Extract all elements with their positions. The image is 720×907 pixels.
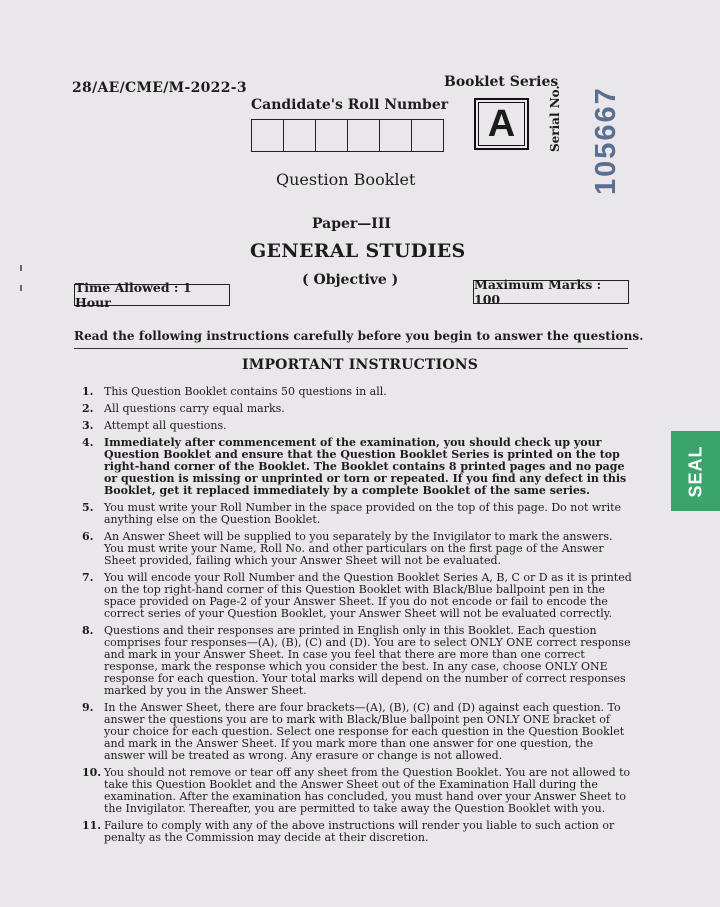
- paper-label: Paper—III: [312, 216, 391, 232]
- instruction-item: [82, 625, 634, 697]
- roll-number-label: Candidate's Roll Number: [251, 97, 449, 113]
- time-allowed-text: Time Allowed : 1 Hour: [75, 280, 192, 310]
- maximum-marks-box: [473, 277, 629, 307]
- booklet-title: Question Booklet: [276, 170, 416, 189]
- instructions-heading: IMPORTANT INSTRUCTIONS: [242, 357, 479, 373]
- instruction-item: [82, 572, 634, 620]
- instruction-text: Questions and their responses are printed in English only in this Booklet. Each question comprises four responses—(A), (B), (C) and (D). You are to select ONLY ONE correct response and mark in your Answer Sheet. In case you feel that there are more than one correct response, mark the response which you consider the best. In any case, choose ONLY ONE response for each question. Your total marks will depend on the number of correct responses marked by you in the Answer Sheet.: [104, 624, 631, 697]
- instruction-text: You should not remove or tear off any sheet from the Question Booklet. You are not allowed to take this Question Booklet and the Answer Sheet out of the Examination Hall during the examination. After the examination has concluded, you must hand over your Answer Sheet to the Invigilator. Thereafter, you are permitted to take away the Question Booklet with you.: [104, 766, 631, 815]
- instruction-item: [82, 820, 634, 844]
- divider: [74, 348, 628, 349]
- instruction-text: An Answer Sheet will be supplied to you separately by the Invigilator to mark the answers. You must write your Name, Roll No. and other particulars on the first page of the Answer Sheet provided, failing which your Answer Sheet will not be evaluated.: [104, 530, 613, 567]
- instruction-item: [82, 531, 634, 567]
- maximum-marks-text: Maximum Marks : 100: [474, 277, 602, 307]
- instruction-text: In the Answer Sheet, there are four brackets—(A), (B), (C) and (D) against each question. To answer the questions you are to mark with Black/Blue ballpoint pen ONLY ONE bracket of your choice for each question. Select one response for each question in the Question Booklet and mark in the Answer Sheet. If you mark more than one answer for one question, the answer will be treated as wrong. Any erasure or change is not allowed.: [104, 701, 625, 762]
- time-allowed-box: [74, 280, 230, 310]
- paper-type: ( Objective ): [302, 272, 399, 288]
- instruction-number: 4.: [82, 436, 94, 449]
- subject-title: GENERAL STUDIES: [250, 240, 466, 262]
- instructions-list: [82, 386, 634, 849]
- instruction-number: 7.: [82, 571, 94, 584]
- instruction-text: Failure to comply with any of the above instructions will render you liable to such action or penalty as the Commission may decide at their discretion.: [104, 819, 615, 844]
- instruction-item: [82, 767, 634, 815]
- roll-number-box[interactable]: [412, 120, 443, 151]
- instruction-number: 3.: [82, 419, 94, 432]
- instruction-item: [82, 437, 634, 497]
- instruction-item: [82, 403, 634, 415]
- instruction-number: 1.: [82, 385, 94, 398]
- roll-number-box[interactable]: [284, 120, 316, 151]
- roll-number-box[interactable]: [316, 120, 348, 151]
- instruction-text: All questions carry equal marks.: [104, 402, 285, 415]
- instruction-number: 10.: [82, 766, 102, 779]
- roll-number-boxes[interactable]: [251, 119, 444, 152]
- instruction-text: Immediately after commencement of the examination, you should check up your Question Booklet and ensure that the Question Booklet Series is printed on the top right-hand corner of the Booklet. The Booklet contains 8 printed pages and no page or question is missing or unprinted or torn or repeated. If you find any defect in this Booklet, get it replaced immediately by a complete Booklet of the same series.: [104, 436, 627, 497]
- booklet-series-value: A: [474, 98, 529, 150]
- instruction-text: You must write your Roll Number in the space provided on the top of this page. Do not write anything else on the Question Booklet.: [104, 501, 622, 526]
- instruction-text: You will encode your Roll Number and the Question Booklet Series A, B, C or D as it is printed on the top right-hand corner of this Question Booklet with Black/Blue ballpoint pen in the space provided on Page-2 of your Answer Sheet. If you do not encode or fail to encode the correct series of your Question Booklet, your Answer Sheet will not be evaluated correctly.: [104, 571, 632, 620]
- instruction-number: 2.: [82, 402, 94, 415]
- instruction-text: This Question Booklet contains 50 questions in all.: [104, 385, 387, 398]
- margin-mark: [20, 285, 22, 291]
- serial-number: 105667: [590, 86, 622, 195]
- seal-label: SEAL: [685, 444, 706, 498]
- exam-code: 28/AE/CME/M-2022-3: [72, 80, 247, 96]
- instruction-text: Attempt all questions.: [104, 419, 227, 432]
- serial-label: Serial No.: [548, 85, 562, 152]
- instruction-number: 8.: [82, 624, 94, 637]
- booklet-series-label: Booklet Series: [444, 74, 559, 90]
- instruction-number: 5.: [82, 501, 94, 514]
- instruction-number: 6.: [82, 530, 94, 543]
- instruction-item: [82, 386, 634, 398]
- roll-number-box[interactable]: [252, 120, 284, 151]
- instruction-item: [82, 502, 634, 526]
- seal-tab[interactable]: [671, 431, 720, 511]
- roll-number-box[interactable]: [380, 120, 412, 151]
- instruction-number: 9.: [82, 701, 94, 714]
- margin-mark: [20, 265, 22, 271]
- instruction-item: [82, 420, 634, 432]
- instruction-item: [82, 702, 634, 762]
- read-instructions-note: Read the following instructions carefully before you begin to answer the questions.: [74, 329, 644, 343]
- roll-number-box[interactable]: [348, 120, 380, 151]
- instruction-number: 11.: [82, 819, 102, 832]
